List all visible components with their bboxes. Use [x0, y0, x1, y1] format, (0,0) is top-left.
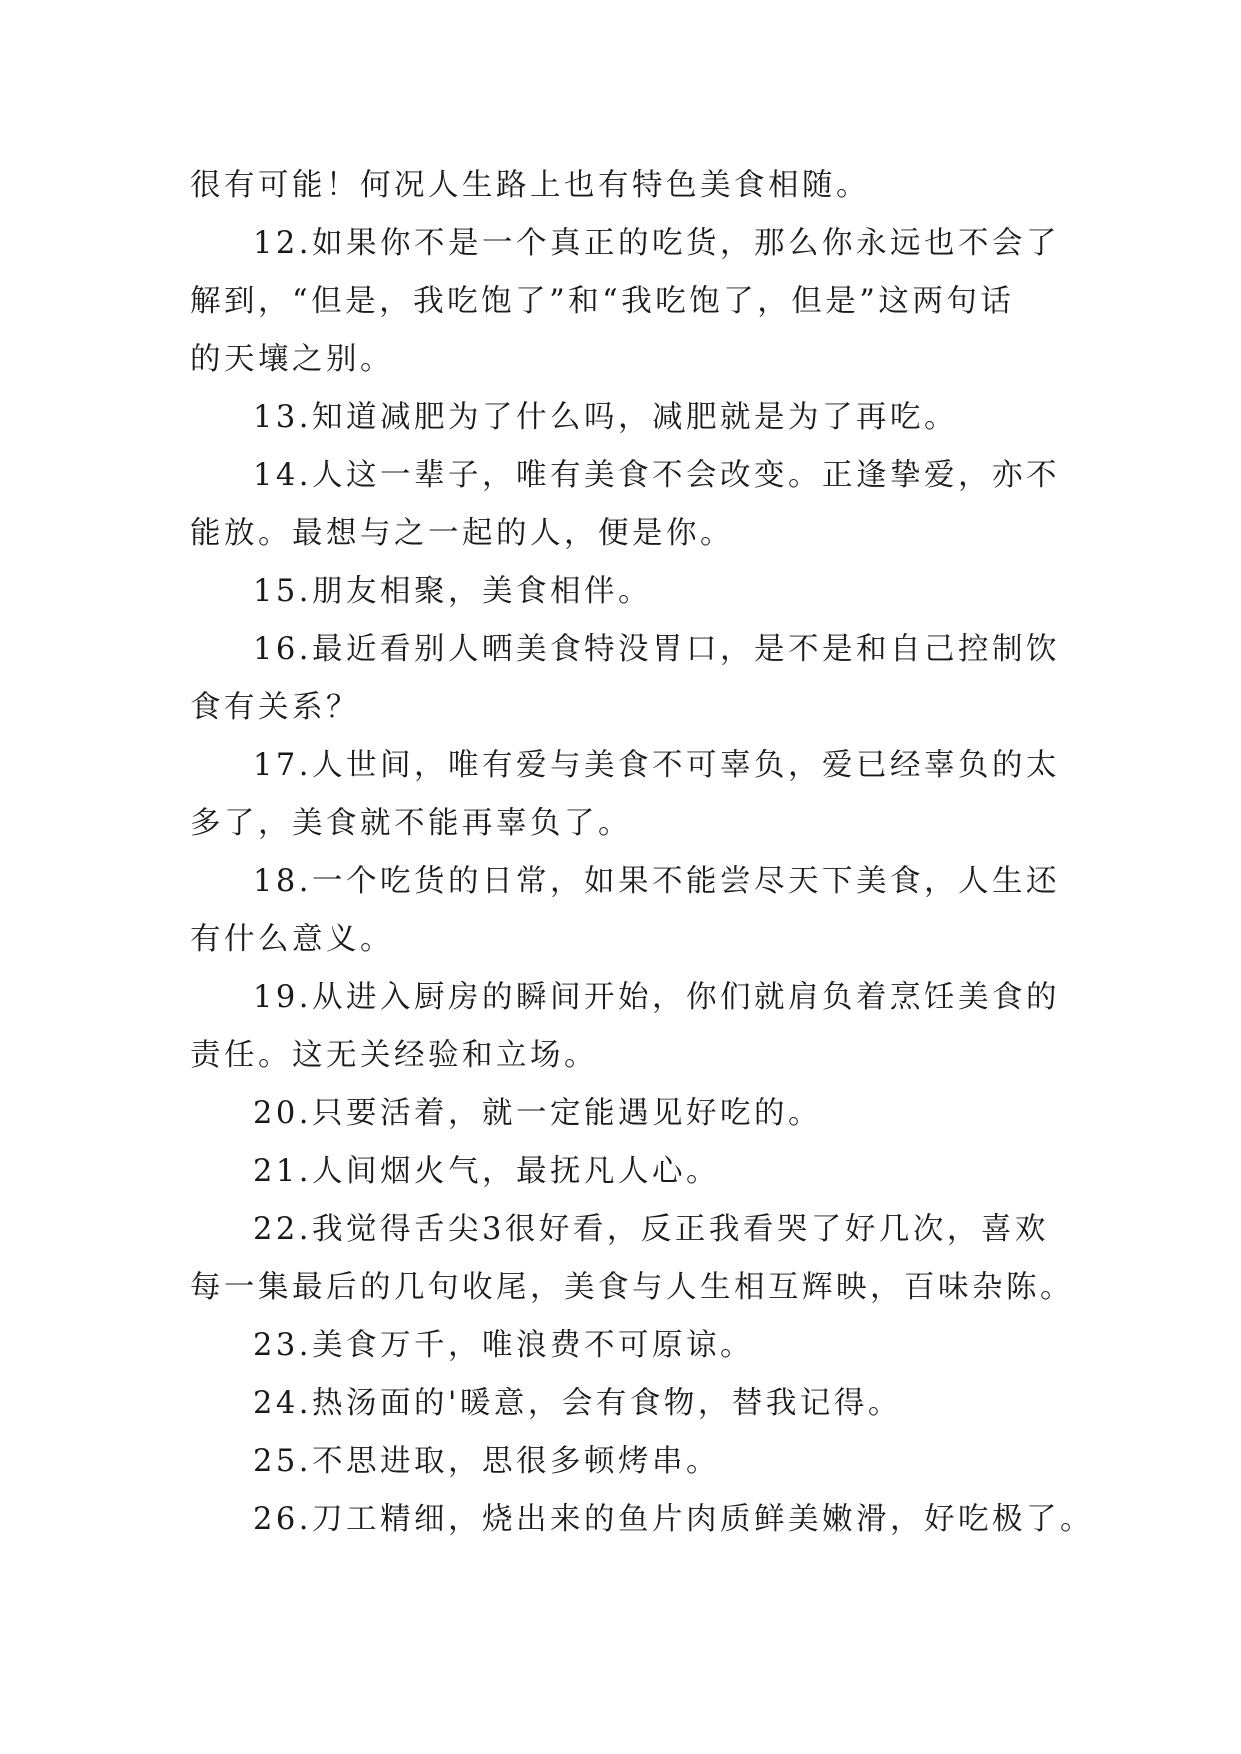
text-line: 24.热汤面的'暖意，会有食物，替我记得。: [253, 1386, 902, 1421]
text-line: 15.朋友相聚，美食相伴。: [253, 574, 653, 609]
text-line: 的天壤之别。: [190, 342, 394, 377]
text-line: 16.最近看别人晒美食特没胃口，是不是和自己控制饮: [253, 632, 1061, 667]
text-line: 18.一个吃货的日常，如果不能尝尽天下美食，人生还: [253, 864, 1061, 899]
text-line: 多了，美食就不能再辜负了。: [190, 806, 632, 841]
document-body: [190, 157, 1095, 1549]
text-line: 食有关系？: [190, 690, 360, 725]
text-line: 每一集最后的几句收尾，美食与人生相互辉映，百味杂陈。: [190, 1270, 1074, 1305]
text-line: 23.美食万千，唯浪费不可原谅。: [253, 1328, 755, 1363]
text-line: 19.从进入厨房的瞬间开始，你们就肩负着烹饪美食的: [253, 980, 1061, 1015]
text-line: 13.知道减肥为了什么吗，减肥就是为了再吃。: [253, 400, 959, 435]
text-line: 26.刀工精细，烧出来的鱼片肉质鲜美嫩滑，好吃极了。: [253, 1502, 1095, 1537]
text-line: 21.人间烟火气，最抚凡人心。: [253, 1154, 721, 1189]
text-line: 20.只要活着，就一定能遇见好吃的。: [253, 1096, 823, 1131]
text-line: 解到，“但是，我吃饱了”和“我吃饱了，但是”这两句话: [190, 284, 1015, 319]
text-line: 22.我觉得舌尖3很好看，反正我看哭了好几次，喜欢: [253, 1212, 1049, 1247]
text-line: 17.人世间，唯有爱与美食不可辜负，爱已经辜负的太: [253, 748, 1061, 783]
text-line: 能放。最想与之一起的人，便是你。: [190, 516, 734, 551]
text-line: 12.如果你不是一个真正的吃货，那么你永远也不会了: [253, 226, 1061, 261]
text-line: 有什么意义。: [190, 922, 394, 957]
text-line: 很有可能！何况人生路上也有特色美食相随。: [190, 168, 870, 203]
text-line: 14.人这一辈子，唯有美食不会改变。正逢挚爱，亦不: [253, 458, 1061, 493]
text-line: 责任。这无关经验和立场。: [190, 1038, 598, 1073]
text-line: 25.不思进取，思很多顿烤串。: [253, 1444, 721, 1479]
